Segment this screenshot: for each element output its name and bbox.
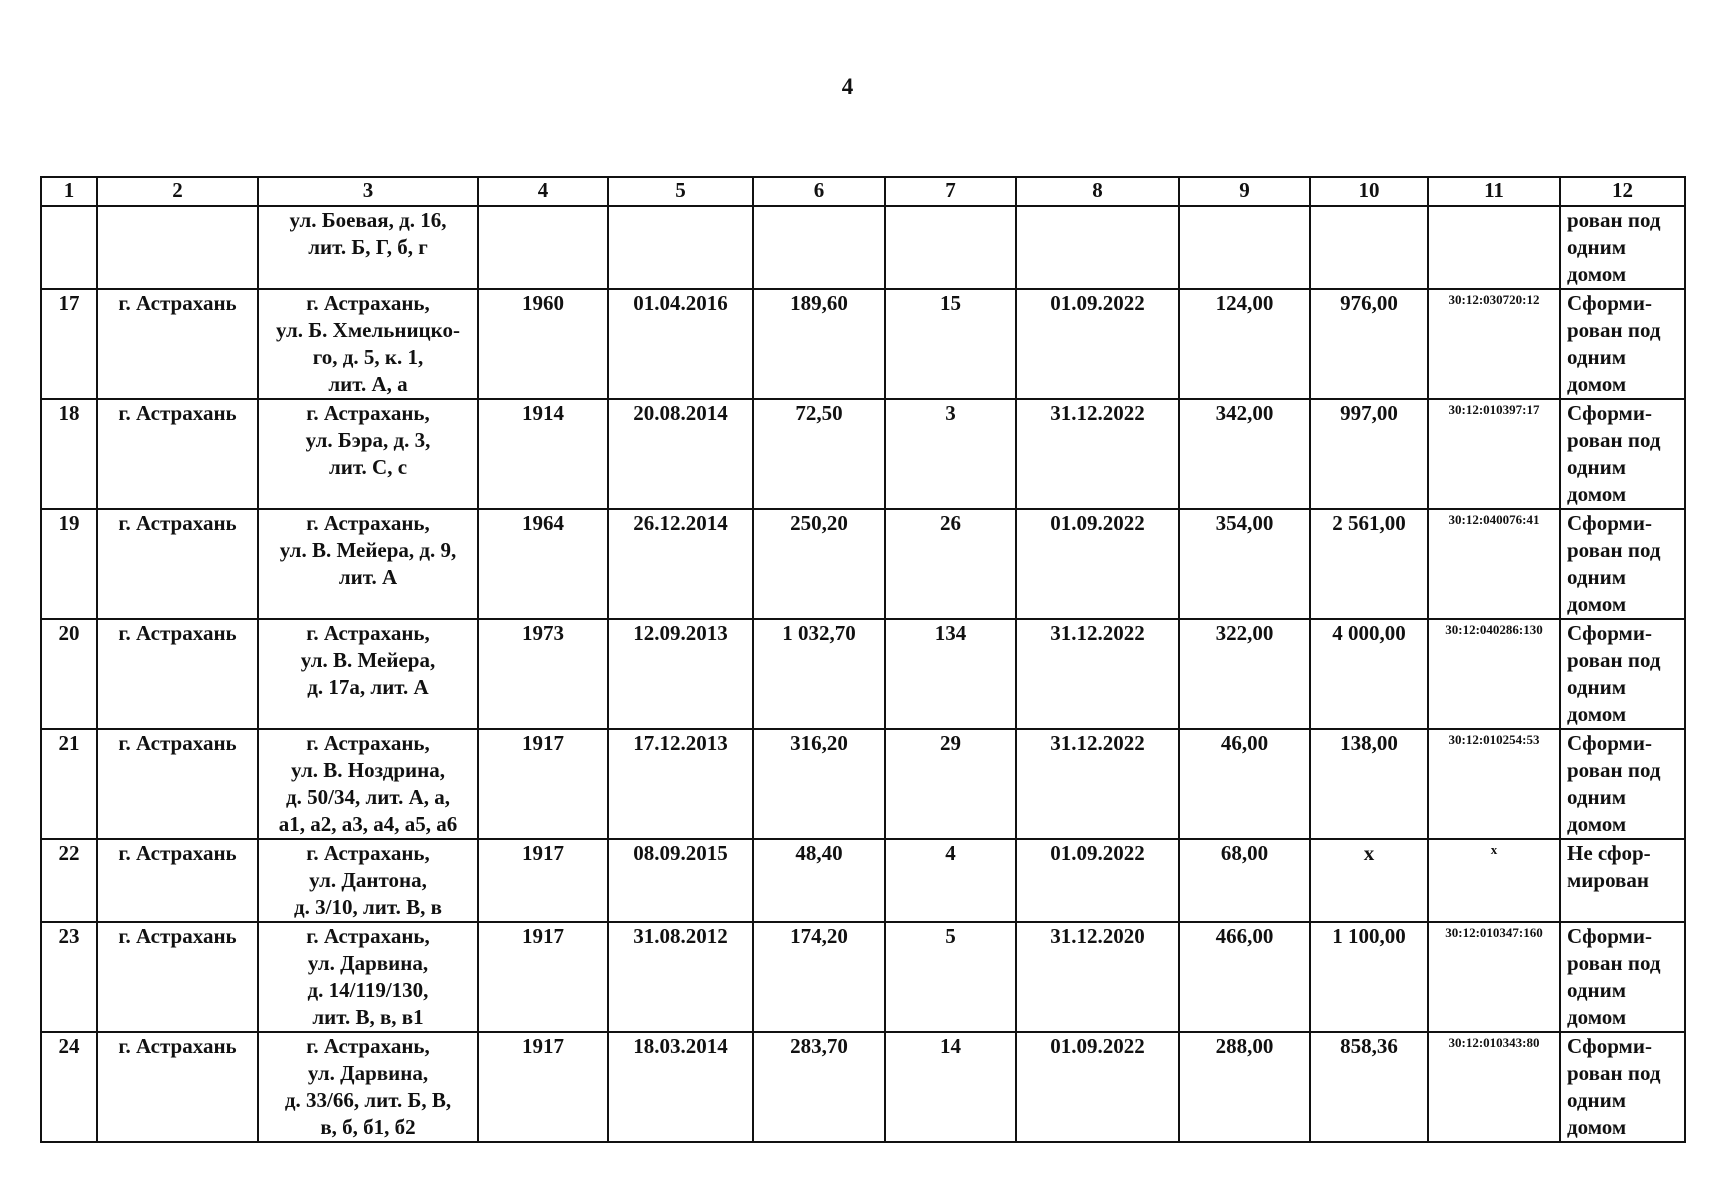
cell-date2: 01.09.2022 — [1016, 509, 1179, 619]
page-number: 4 — [841, 74, 854, 99]
cell-cadastral: 30:12:010397:17 — [1428, 399, 1560, 509]
status-line: домом — [1567, 592, 1627, 616]
status-line: домом — [1567, 262, 1627, 286]
column-header: 6 — [753, 177, 885, 206]
cell-city: г. Астрахань — [97, 619, 258, 729]
cell-date2: 31.12.2022 — [1016, 619, 1179, 729]
address-line: г. Астрахань, — [306, 841, 430, 865]
cell-cadastral: x — [1428, 839, 1560, 922]
cell-num: 24 — [41, 1032, 97, 1142]
address-line: го, д. 5, к. 1, — [312, 345, 424, 369]
table-row — [41, 839, 1685, 922]
table-row-continuation — [41, 206, 1685, 289]
cell-address — [258, 399, 478, 509]
status-line: домом — [1567, 372, 1627, 396]
cell-num: 23 — [41, 922, 97, 1032]
cell-count: 29 — [885, 729, 1016, 839]
status-line: рован под — [1567, 318, 1661, 342]
cell-status — [1560, 729, 1685, 839]
cell-year: 1917 — [478, 839, 608, 922]
address-line: д. 3/10, лит. В, в — [294, 895, 442, 919]
address-line: г. Астрахань, — [306, 511, 430, 535]
cell-address — [258, 289, 478, 399]
status-line: домом — [1567, 1115, 1627, 1139]
cell-city — [97, 206, 258, 289]
address-line: лит. А, а — [328, 372, 408, 396]
table-header — [41, 177, 1685, 206]
status-line: домом — [1567, 482, 1627, 506]
cell-val9: 124,00 — [1179, 289, 1310, 399]
address-line: г. Астрахань, — [306, 1034, 430, 1058]
status-line: рован под — [1567, 208, 1661, 232]
cell-address — [258, 839, 478, 922]
address-line: ул. В. Ноздрина, — [291, 758, 445, 782]
status-line: рован под — [1567, 758, 1661, 782]
column-header: 2 — [97, 177, 258, 206]
cell-address — [258, 619, 478, 729]
status-line: Сформи- — [1567, 511, 1652, 535]
cell-city: г. Астрахань — [97, 839, 258, 922]
address-line: лит. С, с — [328, 455, 408, 479]
address-line: ул. Дантона, — [309, 868, 427, 892]
cell-year — [478, 206, 608, 289]
status-line: рован под — [1567, 428, 1661, 452]
cell-val9: 354,00 — [1179, 509, 1310, 619]
status-line: Сформи- — [1567, 621, 1652, 645]
cell-area: 189,60 — [753, 289, 885, 399]
address-line: д. 14/119/130, — [307, 978, 429, 1002]
cell-val9 — [1179, 206, 1310, 289]
cell-area: 48,40 — [753, 839, 885, 922]
cell-val10: 858,36 — [1310, 1032, 1428, 1142]
status-line: одним — [1567, 235, 1627, 259]
status-line: одним — [1567, 455, 1627, 479]
cell-cadastral: 30:12:010347:160 — [1428, 922, 1560, 1032]
status-line: Сформи- — [1567, 924, 1652, 948]
cell-area — [753, 206, 885, 289]
cell-status — [1560, 619, 1685, 729]
cell-area: 174,20 — [753, 922, 885, 1032]
cell-val10: 976,00 — [1310, 289, 1428, 399]
cell-val10: 1 100,00 — [1310, 922, 1428, 1032]
column-header: 10 — [1310, 177, 1428, 206]
address-line: лит. А — [338, 565, 398, 589]
column-header: 9 — [1179, 177, 1310, 206]
registry-table — [40, 176, 1686, 1143]
cell-city: г. Астрахань — [97, 1032, 258, 1142]
cell-val9: 46,00 — [1179, 729, 1310, 839]
cell-date1: 18.03.2014 — [608, 1032, 753, 1142]
cell-val10: x — [1310, 839, 1428, 922]
cell-date2: 31.12.2022 — [1016, 729, 1179, 839]
cell-cadastral: 30:12:030720:12 — [1428, 289, 1560, 399]
cell-val9: 342,00 — [1179, 399, 1310, 509]
cell-num: 20 — [41, 619, 97, 729]
column-header: 12 — [1560, 177, 1685, 206]
table-row — [41, 289, 1685, 399]
table-row — [41, 1032, 1685, 1142]
cell-year: 1964 — [478, 509, 608, 619]
cell-status — [1560, 839, 1685, 922]
address-line: г. Астрахань, — [306, 291, 430, 315]
cell-address — [258, 729, 478, 839]
address-line: ул. В. Мейера, — [300, 648, 436, 672]
cell-year: 1973 — [478, 619, 608, 729]
address-line: ул. В. Мейера, д. 9, — [279, 538, 457, 562]
status-line: одним — [1567, 345, 1627, 369]
cell-address — [258, 206, 478, 289]
cell-date1: 26.12.2014 — [608, 509, 753, 619]
cell-date2: 01.09.2022 — [1016, 1032, 1179, 1142]
cell-count: 15 — [885, 289, 1016, 399]
cell-date1: 08.09.2015 — [608, 839, 753, 922]
table-row — [41, 399, 1685, 509]
cell-date1: 31.08.2012 — [608, 922, 753, 1032]
status-line: домом — [1567, 1005, 1627, 1029]
column-header: 4 — [478, 177, 608, 206]
status-line: домом — [1567, 702, 1627, 726]
column-header: 11 — [1428, 177, 1560, 206]
cell-status — [1560, 399, 1685, 509]
status-line: Сформи- — [1567, 401, 1652, 425]
cell-address — [258, 1032, 478, 1142]
address-line: лит. В, в, в1 — [312, 1005, 424, 1029]
cell-val9: 466,00 — [1179, 922, 1310, 1032]
cell-date1 — [608, 206, 753, 289]
status-line: рован под — [1567, 951, 1661, 975]
cell-date1: 12.09.2013 — [608, 619, 753, 729]
cell-area: 1 032,70 — [753, 619, 885, 729]
status-line: рован под — [1567, 1061, 1661, 1085]
status-line: Не сфор- — [1567, 841, 1651, 865]
status-line: одним — [1567, 675, 1627, 699]
cell-area: 283,70 — [753, 1032, 885, 1142]
address-line: ул. Боевая, д. 16, — [289, 208, 447, 232]
status-line: одним — [1567, 565, 1627, 589]
cell-cadastral: 30:12:040286:130 — [1428, 619, 1560, 729]
cell-count: 5 — [885, 922, 1016, 1032]
cell-city: г. Астрахань — [97, 922, 258, 1032]
cell-area: 250,20 — [753, 509, 885, 619]
cell-date1: 01.04.2016 — [608, 289, 753, 399]
cell-count: 134 — [885, 619, 1016, 729]
address-line: а1, а2, а3, а4, а5, а6 — [278, 812, 458, 836]
status-line: домом — [1567, 812, 1627, 836]
cell-cadastral: 30:12:010254:53 — [1428, 729, 1560, 839]
cell-num: 18 — [41, 399, 97, 509]
cell-year: 1917 — [478, 729, 608, 839]
cell-status — [1560, 509, 1685, 619]
cell-count: 3 — [885, 399, 1016, 509]
cell-date2: 01.09.2022 — [1016, 289, 1179, 399]
cell-date2: 01.09.2022 — [1016, 839, 1179, 922]
cell-num — [41, 206, 97, 289]
cell-date1: 20.08.2014 — [608, 399, 753, 509]
status-line: Сформи- — [1567, 291, 1652, 315]
cell-area: 316,20 — [753, 729, 885, 839]
status-line: рован под — [1567, 538, 1661, 562]
cell-date2 — [1016, 206, 1179, 289]
cell-cadastral — [1428, 206, 1560, 289]
column-header: 8 — [1016, 177, 1179, 206]
cell-city: г. Астрахань — [97, 509, 258, 619]
cell-city: г. Астрахань — [97, 289, 258, 399]
column-number-row — [41, 177, 1685, 206]
address-line: д. 33/66, лит. Б, В, — [284, 1088, 452, 1112]
table-row — [41, 922, 1685, 1032]
column-header: 3 — [258, 177, 478, 206]
cell-val9: 288,00 — [1179, 1032, 1310, 1142]
cell-num: 22 — [41, 839, 97, 922]
cell-area: 72,50 — [753, 399, 885, 509]
address-line: д. 17а, лит. А — [307, 675, 429, 699]
cell-num: 19 — [41, 509, 97, 619]
cell-year: 1917 — [478, 922, 608, 1032]
address-line: ул. Дарвина, — [307, 951, 429, 975]
cell-address — [258, 509, 478, 619]
cell-cadastral: 30:12:010343:80 — [1428, 1032, 1560, 1142]
address-line: ул. Бэра, д. 3, — [305, 428, 431, 452]
cell-status — [1560, 289, 1685, 399]
cell-status — [1560, 922, 1685, 1032]
table-row — [41, 619, 1685, 729]
cell-status — [1560, 1032, 1685, 1142]
cell-count: 14 — [885, 1032, 1016, 1142]
address-line: г. Астрахань, — [306, 621, 430, 645]
cell-year: 1914 — [478, 399, 608, 509]
cell-val10: 138,00 — [1310, 729, 1428, 839]
table-body — [41, 206, 1685, 1142]
cell-val9: 322,00 — [1179, 619, 1310, 729]
cell-year: 1960 — [478, 289, 608, 399]
address-line: г. Астрахань, — [306, 731, 430, 755]
status-line: мирован — [1567, 868, 1650, 892]
address-line: ул. Дарвина, — [307, 1061, 429, 1085]
column-header: 1 — [41, 177, 97, 206]
cell-count: 26 — [885, 509, 1016, 619]
cell-year: 1917 — [478, 1032, 608, 1142]
table-row — [41, 729, 1685, 839]
table-row — [41, 509, 1685, 619]
cell-city: г. Астрахань — [97, 399, 258, 509]
status-line: Сформи- — [1567, 1034, 1652, 1058]
cell-address — [258, 922, 478, 1032]
status-line: одним — [1567, 785, 1627, 809]
cell-count — [885, 206, 1016, 289]
cell-date1: 17.12.2013 — [608, 729, 753, 839]
column-header: 7 — [885, 177, 1016, 206]
cell-val10: 4 000,00 — [1310, 619, 1428, 729]
cell-city: г. Астрахань — [97, 729, 258, 839]
cell-num: 17 — [41, 289, 97, 399]
cell-val9: 68,00 — [1179, 839, 1310, 922]
status-line: одним — [1567, 978, 1627, 1002]
status-line: рован под — [1567, 648, 1661, 672]
status-line: одним — [1567, 1088, 1627, 1112]
cell-val10: 997,00 — [1310, 399, 1428, 509]
cell-val10: 2 561,00 — [1310, 509, 1428, 619]
address-line: ул. Б. Хмельницко- — [276, 318, 460, 342]
cell-date2: 31.12.2022 — [1016, 399, 1179, 509]
address-line: г. Астрахань, — [306, 924, 430, 948]
address-line: в, б, б1, б2 — [320, 1115, 416, 1139]
column-header: 5 — [608, 177, 753, 206]
cell-status — [1560, 206, 1685, 289]
cell-num: 21 — [41, 729, 97, 839]
cell-cadastral: 30:12:040076:41 — [1428, 509, 1560, 619]
status-line: Сформи- — [1567, 731, 1652, 755]
cell-val10 — [1310, 206, 1428, 289]
cell-count: 4 — [885, 839, 1016, 922]
address-line: г. Астрахань, — [306, 401, 430, 425]
address-line: лит. Б, Г, б, г — [308, 235, 428, 259]
address-line: д. 50/34, лит. А, а, — [286, 785, 450, 809]
cell-date2: 31.12.2020 — [1016, 922, 1179, 1032]
